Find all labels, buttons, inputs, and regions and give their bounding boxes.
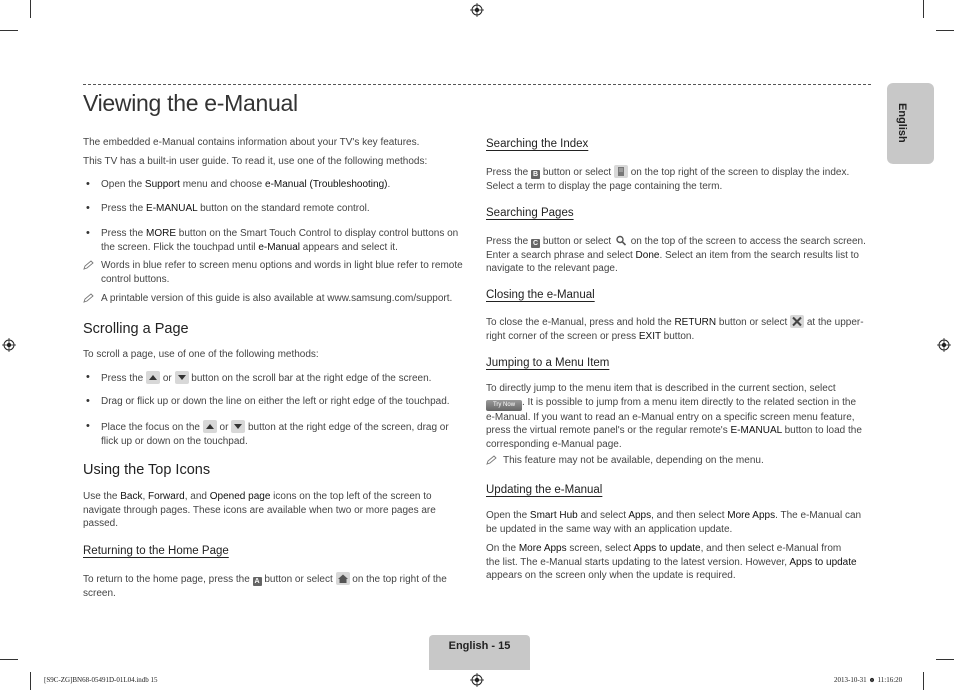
b-key-icon: B bbox=[533, 171, 539, 178]
intro-paragraph: This TV has a built-in user guide. To read it, use one of the following methods: bbox=[83, 156, 428, 167]
crop-mark bbox=[923, 672, 924, 690]
up-arrow-icon bbox=[203, 420, 217, 433]
page-title: Viewing the e-Manual bbox=[83, 90, 298, 116]
note-text: Words in blue refer to screen menu options and words in light blue refer to remote control buttons. bbox=[101, 260, 463, 285]
down-arrow-icon bbox=[231, 420, 245, 433]
section-paragraph: To close the e-Manual, press and hold the RETURN button or select at the upper- right corner of the screen or press EXIT button. bbox=[486, 317, 864, 342]
section-paragraph: To return to the home page, press the A button or select on the top right of the screen. bbox=[83, 574, 447, 599]
list-item: • Open the Support menu and choose e-Manual (Troubleshooting). bbox=[101, 178, 390, 192]
section-paragraph: Press the B button or select on the top right of the screen to display the index. Select a term to display the page containing the term. bbox=[486, 167, 850, 192]
up-arrow-icon bbox=[146, 371, 160, 384]
subsection-heading-home: Returning to the Home Page bbox=[83, 545, 229, 557]
subsection-heading-updating: Updating the e-Manual bbox=[486, 484, 603, 496]
list-item: • Press the or button on the scroll bar at the right edge of the screen. bbox=[101, 371, 431, 386]
page-number: English - 15 bbox=[448, 640, 511, 652]
c-key-icon: C bbox=[533, 240, 539, 247]
page-number-box bbox=[429, 635, 530, 670]
section-paragraph: Use the Back, Forward, and Opened page icons on the top left of the screen to navigate through pages. These icons are available when two or more pages are passed. bbox=[83, 491, 436, 529]
section-paragraph: Open the Smart Hub and select Apps, and then select More Apps. The e-Manual can be updated in the same way with an application update. bbox=[486, 510, 862, 535]
header-divider bbox=[83, 84, 871, 85]
down-arrow-icon bbox=[175, 371, 189, 384]
crop-mark bbox=[0, 659, 18, 660]
subsection-heading-index: Searching the Index bbox=[486, 138, 589, 150]
note-pencil-icon bbox=[83, 293, 95, 303]
crop-mark bbox=[30, 0, 31, 18]
section-heading-scrolling: Scrolling a Page bbox=[83, 321, 189, 337]
side-tab-label: English bbox=[896, 103, 908, 143]
section-paragraph: On the More Apps screen, select Apps to update, and then select e-Manual from the list. The e-Manual starts updating to the latest version. However, Apps to update appears on the screen only when the update is required. bbox=[486, 543, 857, 581]
crop-mark bbox=[0, 30, 18, 31]
registration-mark-icon bbox=[937, 338, 951, 352]
crop-mark bbox=[923, 0, 924, 18]
registration-mark-icon bbox=[470, 3, 484, 17]
index-icon bbox=[614, 165, 628, 178]
subsection-heading-jumping: Jumping to a Menu Item bbox=[486, 357, 610, 369]
language-side-tab bbox=[887, 83, 934, 164]
home-icon bbox=[336, 572, 350, 585]
crop-mark bbox=[936, 659, 954, 660]
intro-paragraph: The embedded e-Manual contains information about your TV's key features. bbox=[83, 137, 420, 148]
note-text: A printable version of this guide is also available at www.samsung.com/support. bbox=[101, 293, 453, 304]
note-pencil-icon bbox=[83, 260, 95, 270]
section-paragraph: Press the C button or select on the top of the screen to access the search screen. Enter a search phrase and select Done. Select an item from the search results list to navigate to the relevant page. bbox=[486, 236, 866, 274]
list-item: • Press the E-MANUAL button on the standard remote control. bbox=[101, 202, 370, 216]
subsection-heading-pages: Searching Pages bbox=[486, 207, 574, 219]
file-info: [S9C-ZG]BN68-05491D-01L04.indb 15 bbox=[44, 676, 158, 684]
try-now-button-icon: Try Now bbox=[486, 400, 522, 411]
registration-mark-icon bbox=[2, 338, 16, 352]
subsection-heading-closing: Closing the e-Manual bbox=[486, 289, 595, 301]
search-icon bbox=[614, 234, 628, 247]
list-item: • Drag or flick up or down the line on either the left or right edge of the touchpad. bbox=[101, 395, 450, 409]
a-key-icon: A bbox=[254, 578, 260, 585]
list-item: • Place the focus on the or button at the right edge of the screen, drag or flick up or down on the touchpad. bbox=[101, 420, 471, 448]
section-paragraph: To directly jump to the menu item that is described in the current section, select Try Now . It is possible to jump from a menu item directly to the related section in the e-Manual. If you want to read an e-Manual entry on a specific screen menu feature, press the virtual remote panel's or the regular remote's E-MANUAL button to load the corresponding e-Manual page. bbox=[486, 383, 862, 450]
close-icon bbox=[790, 315, 804, 328]
crop-mark bbox=[936, 30, 954, 31]
crop-mark bbox=[30, 672, 31, 690]
note-pencil-icon bbox=[486, 455, 498, 465]
list-item: • Press the MORE button on the Smart Touch Control to display control buttons on the screen. Flick the touchpad until e-Manual appears and select it. bbox=[101, 227, 471, 254]
section-paragraph: To scroll a page, use of one of the following methods: bbox=[83, 349, 319, 360]
registration-mark-icon bbox=[470, 673, 484, 687]
section-heading-top-icons: Using the Top Icons bbox=[83, 462, 211, 478]
note-text: This feature may not be available, depending on the menu. bbox=[503, 455, 764, 466]
print-timestamp: 2013-10-31 ☻ 11:16:20 bbox=[834, 676, 903, 684]
